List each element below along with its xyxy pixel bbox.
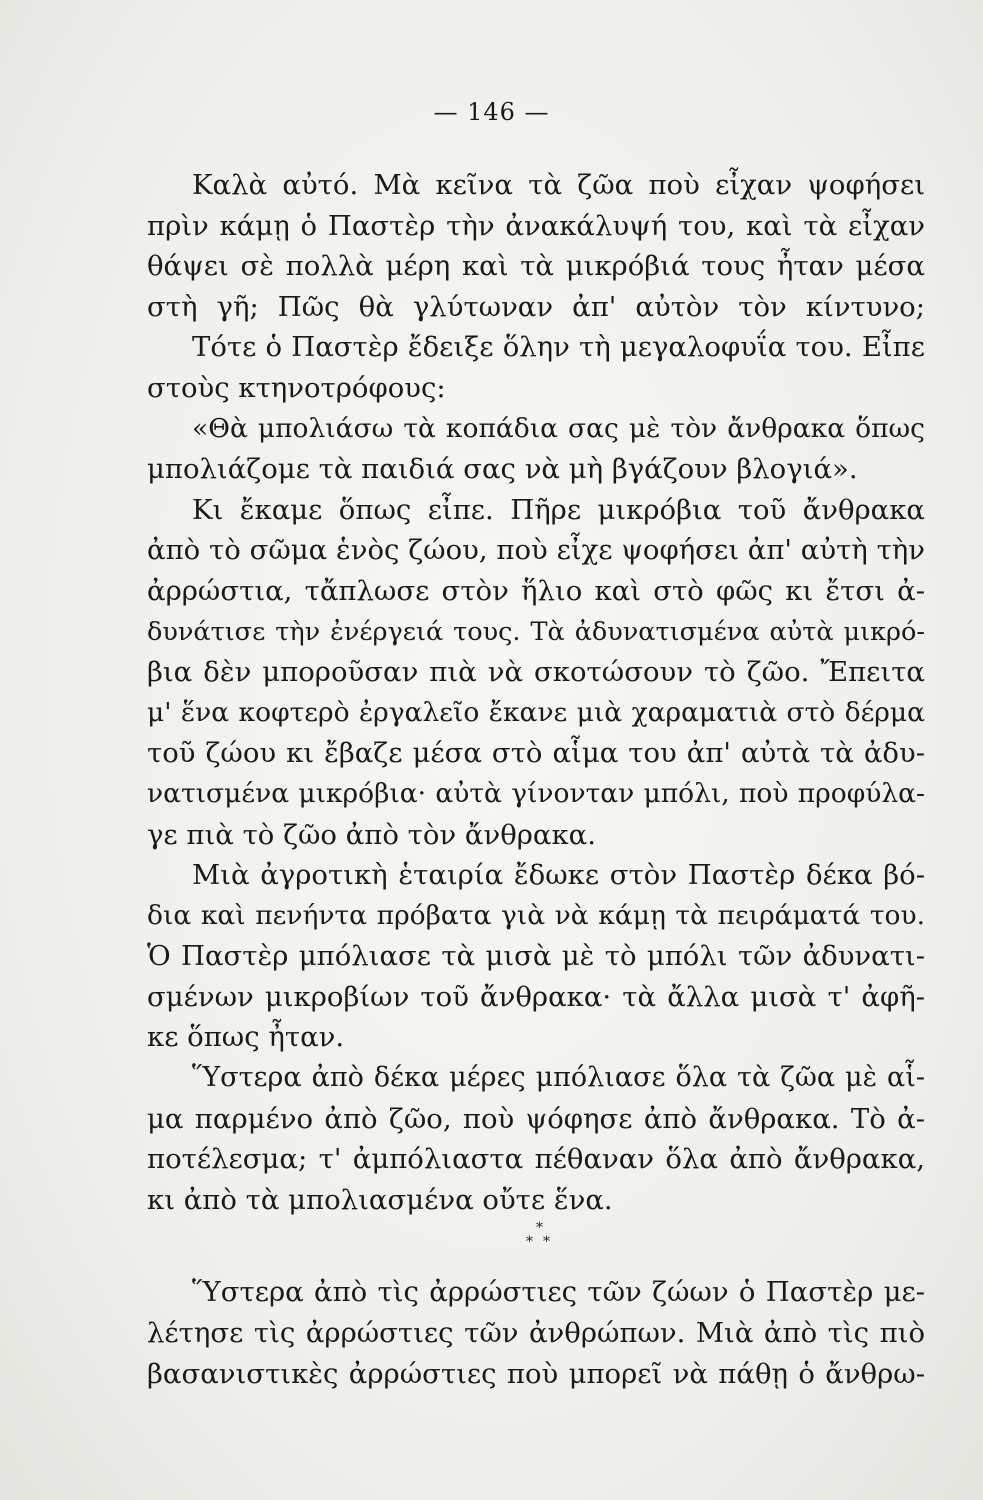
text-line: βασανιστικὲς ἀρρώστιες ποὺ μπορεῖ νὰ πάθῃ ὁ ἄνθρω- (147, 1357, 925, 1390)
text-line: κι ἀπὸ τὰ μπολιασμένα οὔτε ἕνα. (147, 1183, 613, 1216)
text-line: πρὶν κάμῃ ὁ Παστὲρ τὴν ἀνακάλυψή του, καὶ τὰ εἶχαν (147, 209, 925, 242)
text-line: δια καὶ πενήντα πρόβατα γιὰ νὰ κάμῃ τὰ πειράματά του. (147, 899, 925, 931)
text-line: μ' ἕνα κοφτερὸ ἐργαλεῖο ἔκανε μιὰ χαραματιὰ στὸ δέρμα (147, 696, 925, 728)
divider-star-top: * (536, 1220, 543, 1237)
text-line: Καλὰ αὐτό. Μὰ κεῖνα τὰ ζῶα ποὺ εἶχαν ψοφήσει (192, 169, 925, 201)
text-line: ποτέλεσμα; τ' ἀμπόλιαστα πέθαναν ὅλα ἀπὸ ἄνθρακα, (147, 1143, 925, 1176)
text-line: γε πιὰ τὸ ζῶο ἀπὸ τὸν ἄνθρακα. (147, 818, 596, 851)
text-line: Μιὰ ἀγροτικὴ ἑταιρία ἔδωκε στὸν Παστὲρ δέκα βό- (192, 859, 925, 892)
page-number: — 146 — (433, 98, 550, 126)
text-line: Κι ἔκαμε ὅπως εἶπε. Πῆρε μικρόβια τοῦ ἄνθρακα (192, 493, 925, 526)
text-line: Ὕστερα ἀπὸ τὶς ἀρρώστιες τῶν ζώων ὁ Παστὲρ με- (192, 1276, 925, 1309)
text-line: στὴ γῆ; Πῶς θὰ γλύτωναν ἀπ' αὐτὸν τὸν κίντυνο; (147, 290, 925, 323)
text-line: δυνάτισε τὴν ἐνέργειά τους. Τὰ ἀδυνατισμένα αὐτὰ μικρό- (147, 616, 925, 647)
text-line: σμένων μικροβίων τοῦ ἄνθρακα· τὰ ἄλλα μισὰ τ' ἀφῆ- (147, 980, 925, 1013)
text-line: νατισμένα μικρόβια· αὐτὰ γίνονταν μπόλι, ποὺ προφύλα- (147, 777, 925, 809)
text-line: ἀπὸ τὸ σῶμα ἑνὸς ζώου, ποὺ εἶχε ψοφήσει ἀπ' αὐτὴ τὴν (147, 534, 925, 567)
text-line: λέτησε τὶς ἀρρώστιες τῶν ἀνθρώπων. Μιὰ ἀπὸ τὶς πιὸ (147, 1317, 925, 1350)
text-line: ἀρρώστια, τἄπλωσε στὸν ἥλιο καὶ στὸ φῶς κι ἔτσι ἀ- (147, 574, 925, 607)
text-line: μα παρμένο ἀπὸ ζῶο, ποὺ ψόφησε ἀπὸ ἄνθρακα. Τὸ ἀ- (147, 1102, 925, 1135)
section-divider (147, 1220, 925, 1272)
text-line: μπολιάζομε τὰ παιδιά σας νὰ μὴ βγάζουν βλογιά». (147, 453, 858, 486)
text-line: Ὕστερα ἀπὸ δέκα μέρες μπόλιασε ὅλα τὰ ζῶα μὲ αἷ- (192, 1062, 925, 1094)
text-line: θάψει σὲ πολλὰ μέρη καὶ τὰ μικρόβιά τους ἦταν μέσα (147, 250, 925, 283)
text-line: τοῦ ζώου κι ἔβαζε μέσα στὸ αἷμα του ἀπ' αὐτὰ τὰ ἀδυ- (147, 737, 925, 770)
body-text (147, 165, 925, 1394)
text-line: Τότε ὁ Παστὲρ ἔδειξε ὅλην τὴ μεγαλοφυΐα του. Εἶπε (192, 331, 925, 364)
divider-star-bottom: ** (526, 1234, 560, 1251)
text-line: Ὁ Παστὲρ μπόλιασε τὰ μισὰ μὲ τὸ μπόλι τῶν ἀδυνατι- (147, 940, 925, 973)
text-line: «Θὰ μπολιάσω τὰ κοπάδια σας μὲ τὸν ἄνθρακα ὅπως (192, 412, 925, 444)
text-line: στοὺς κτηνοτρόφους: (147, 371, 446, 404)
text-line: βια δὲν μποροῦσαν πιὰ νὰ σκοτώσουν τὸ ζῶο. Ἔπειτα (147, 656, 925, 689)
text-line: κε ὅπως ἦταν. (147, 1021, 345, 1054)
